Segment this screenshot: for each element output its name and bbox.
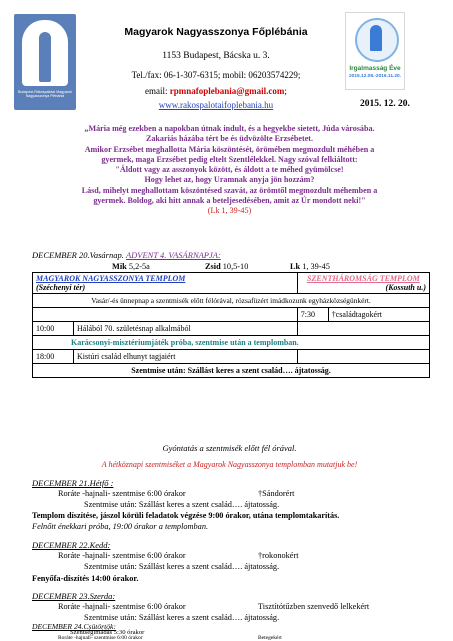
sunday-schedule-table <box>32 272 430 378</box>
right-mass-intent: †családtagokért <box>328 308 429 322</box>
scripture-line: Amikor Erzsébet meghallotta Mária köszöntését, örömében megmozdult méhében a <box>84 144 375 154</box>
tree-decoration-note: Fenyőfa-díszítés 14:00 órakor. <box>32 574 139 583</box>
sunday-title: ADVENT 4. VASÁRNAPJA: <box>125 250 221 260</box>
church-left-location: (Széchenyi tér) <box>36 283 86 292</box>
scripture-line: Zakariás házába tért be és üdvözölte Erzsébetet. <box>145 134 314 144</box>
mass-intent: Tisztítótűzben szenvedő lelkekért <box>258 602 370 611</box>
scripture-line: gyermek. Boldog, aki hitt annak a beteljesedésében, amit az Úr mondott neki!" <box>93 196 366 206</box>
rosary-notice: Vasár/-és ünnepnap a szentmisék előtt félórával, rózsafüzért imádkozunk egyházközségünkért. <box>33 294 430 308</box>
mass-intent: Kistúri család elhunyt tagjaiért <box>74 350 298 364</box>
table-row <box>33 294 430 308</box>
table-row <box>33 273 430 294</box>
confession-note: Gyóntatás a szentmisék előtt fél órával. <box>162 443 297 453</box>
mercy-year-logo <box>345 12 405 90</box>
church-cleaning-note: Templom díszítése, jászol körüli feladatok végzése 9:00 órakor, utána templomtakarítás. <box>32 511 340 520</box>
sunday-date: DECEMBER 20.Vasárnap. <box>32 250 124 260</box>
email-link[interactable]: rpmnafoplebania@gmail.com <box>169 86 285 96</box>
mass-line: Roráte -hajnali- szentmise 6:00 órakor <box>58 635 143 641</box>
church-left-cell <box>33 273 298 294</box>
table-row <box>33 364 430 378</box>
adoration-line: Szentségimádás 5:30 órakor <box>70 629 145 636</box>
mass-time: 10:00 <box>33 322 74 336</box>
right-mass-time: 7:30 <box>297 308 328 322</box>
church-right-name: SZENTHÁROMSÁG TEMPLOM <box>307 274 420 283</box>
day-heading-dec22: DECEMBER 22.Kedd: <box>32 540 111 550</box>
parish-address: 1153 Budapest, Bácska u. 3. <box>162 51 270 61</box>
scripture-line: Lásd, mihelyt meghallottam köszöntésed szavát, az örömtől megmozdult méhemben a <box>81 185 378 195</box>
scripture-line: gyermek, maga Erzsébet pedig eltelt Szentlélekkel. Nagy szóval felkiáltott: <box>101 154 358 164</box>
weekday-masses-note: A hétköznapi szentmiséket a Magyarok Nagyasszonya templomban mutatjuk be! <box>101 460 358 469</box>
church-right-location: (Kossuth u.) <box>385 283 426 292</box>
table-row <box>33 308 430 322</box>
day-heading-dec21: DECEMBER 21.Hétfő : <box>32 478 114 488</box>
logo-arch <box>22 20 68 86</box>
mass-line: Roráte -hajnali- szentmise 6:00 órakor <box>58 489 186 498</box>
bulletin-date: 2015. 12. 20. <box>360 99 410 109</box>
mass-time: 18:00 <box>33 350 74 364</box>
mass-line: Roráte -hajnali- szentmise 6:00 órakor <box>58 602 186 611</box>
table-row <box>33 350 430 364</box>
nativity-play-note <box>40 631 75 632</box>
reading-2: Zsid 10,5-10 <box>205 262 249 271</box>
sunday-heading <box>32 250 221 260</box>
logo-caption: Budapest-Rákospalotai Magyarok Nagyasszonya Plébánia <box>18 90 72 98</box>
mass-intent: †Sándorért <box>258 489 295 498</box>
scripture-line: „Mária még ezekben a napokban útnak indult, és a hegyekbe sietett, Júda városába. <box>84 124 375 133</box>
website-link[interactable]: www.rakospalotaifoplebania.hu <box>158 100 274 110</box>
church-right-cell <box>297 273 429 294</box>
scripture-reference: (Lk 1, 39-45) <box>207 206 252 216</box>
scripture-line: Hogy lehet az, hogy Uramnak anyja jön hozzám? <box>144 175 315 185</box>
nativity-rehearsal-note: Karácsonyi-misztériumjáték próba, szentmise után a templomban. <box>33 336 430 350</box>
after-mass-devotion: Szentmise után: Szállást keres a szent család…. ájtatosság. <box>84 562 280 571</box>
parish-phone: Tel./fax: 06-1-307-6315; mobil: 06203574229; <box>131 70 301 80</box>
parish-name: Magyarok Nagyasszonya Főplébánia <box>124 26 308 38</box>
scripture-line: "Áldott vagy az asszonyok között, és áldott a te méhed gyümölcse! <box>115 165 344 175</box>
day-heading-dec24: DECEMBER 24.Csütörtök: <box>32 622 116 631</box>
table-row <box>33 322 430 336</box>
madonna-figure-icon <box>39 32 51 82</box>
parish-email-line <box>96 86 336 96</box>
mass-intent: †rokonokért <box>258 551 299 560</box>
after-mass-devotion: Szentmise után: Szállást keres a szent család…. ájtatosság. <box>84 500 280 509</box>
after-mass-devotion: Szentmise után: Szállást keres a szent család…. ájtatosság. <box>33 364 430 378</box>
after-mass-devotion: Szentmise után: Szállást keres a szent család…. ájtatosság. <box>84 613 280 622</box>
parish-logo <box>14 14 76 110</box>
empty-cell <box>33 308 298 322</box>
scripture-quote <box>32 124 427 217</box>
email-label: email: <box>145 86 168 96</box>
reading-3: Lk 1, 39-45 <box>290 262 330 271</box>
day-heading-dec23: DECEMBER 23.Szerda: <box>32 591 116 601</box>
table-row <box>33 336 430 350</box>
reading-1: Mik 5,2-5a <box>112 262 150 271</box>
empty-cell <box>297 350 429 364</box>
choir-rehearsal-note: Felnőtt énekkari próba, 19:00 órakor a templomban. <box>32 522 209 531</box>
mass-intent: Hálából 70. születésnap alkalmából <box>74 322 298 336</box>
church-left-name: MAGYAROK NAGYASSZONYA TEMPLOM <box>36 274 186 283</box>
mass-line: Roráte -hajnali- szentmise 6:00 órakor <box>58 551 186 560</box>
mass-intent: Betegekért <box>258 635 282 641</box>
empty-cell <box>297 322 429 336</box>
scripture-ref[interactable]: Lk 1, 39-45 <box>210 206 249 216</box>
mercy-year-title: Irgalmasság Éve <box>349 65 401 72</box>
mercy-year-dates: 2015.12.08.-2016.11.20. <box>348 74 401 79</box>
good-shepherd-icon <box>370 25 382 51</box>
email-suffix: ; <box>284 86 287 96</box>
